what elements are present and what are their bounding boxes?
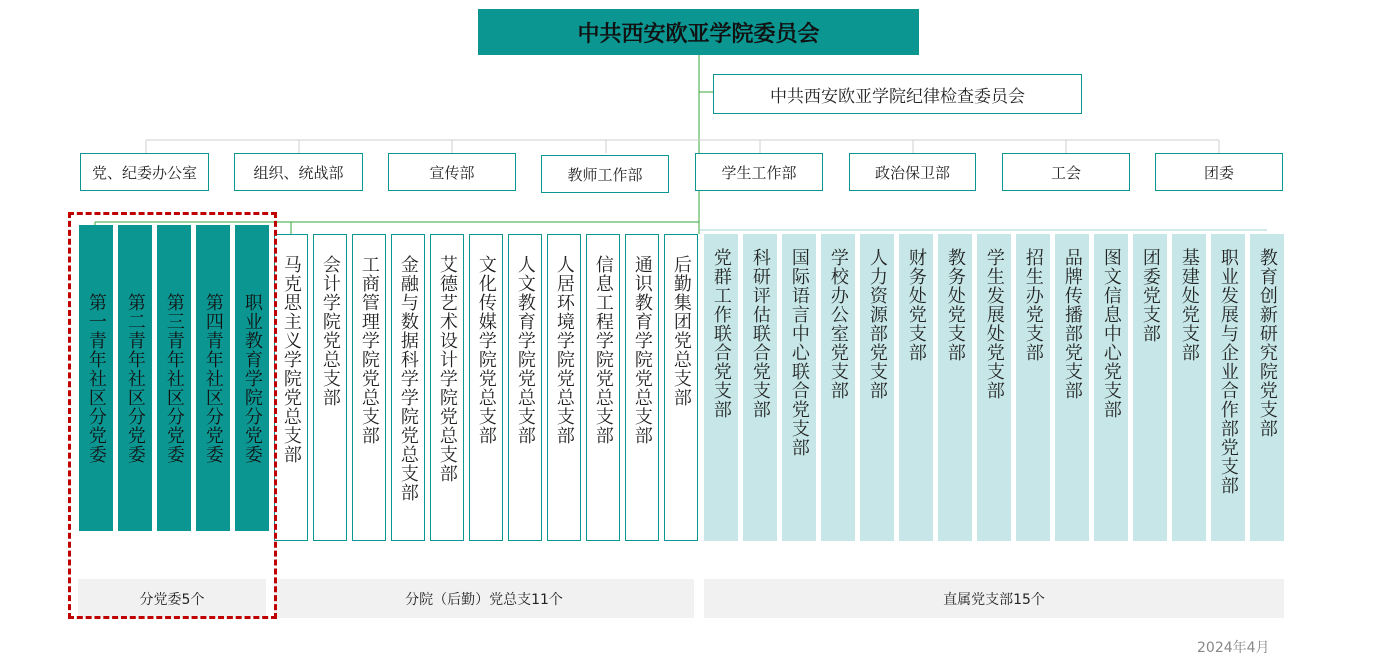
college-branch-label: 会计学院党总支部 xyxy=(319,255,341,407)
college-branch-label: 后勤集团党总支部 xyxy=(670,255,692,407)
direct-branch-label: 教务处党支部 xyxy=(944,248,966,362)
college-branch-label: 通识教育学院党总支部 xyxy=(631,255,653,445)
direct-branch-column xyxy=(821,234,855,541)
direct-branch-column xyxy=(1211,234,1245,541)
college-branch-label: 工商管理学院党总支部 xyxy=(358,255,380,445)
college-branch-column xyxy=(547,234,581,541)
direct-branch-column xyxy=(782,234,816,541)
direct-branch-label: 基建处党支部 xyxy=(1178,248,1200,362)
highlight-dashed-frame xyxy=(68,212,277,619)
date-label: 2024年4月 xyxy=(1197,640,1270,656)
college-branch-label: 信息工程学院党总支部 xyxy=(592,255,614,445)
college-branch-column xyxy=(274,234,308,541)
college-branch-column xyxy=(664,234,698,541)
direct-branch-column xyxy=(704,234,738,541)
direct-branch-column xyxy=(1055,234,1089,541)
discipline-committee-box: 中共西安欧亚学院纪律检查委员会 xyxy=(713,74,1082,114)
college-branch-column xyxy=(508,234,542,541)
sub-committee-label: 第一青年社区分党委 xyxy=(85,292,107,464)
direct-branch-column xyxy=(860,234,894,541)
college-branch-column xyxy=(586,234,620,541)
direct-branch-label: 科研评估联合党支部 xyxy=(749,248,771,419)
direct-branch-column xyxy=(1172,234,1206,541)
direct-branch-label: 团委党支部 xyxy=(1139,248,1161,343)
direct-branch-column xyxy=(977,234,1011,541)
college-branch-label: 马克思主义学院党总支部 xyxy=(280,255,302,464)
direct-branch-label: 国际语言中心联合党支部 xyxy=(788,248,810,457)
college-branch-label: 人居环境学院党总支部 xyxy=(553,255,575,445)
sub-committee-label: 第三青年社区分党委 xyxy=(163,292,185,464)
direct-branch-label: 招生办党支部 xyxy=(1022,248,1044,362)
direct-branch-label: 人力资源部党支部 xyxy=(866,248,888,400)
direct-branch-column xyxy=(1094,234,1128,541)
college-branch-label: 人文教育学院党总支部 xyxy=(514,255,536,445)
sub-committee-label: 第四青年社区分党委 xyxy=(202,292,224,464)
college-branch-column xyxy=(625,234,659,541)
direct-branch-column xyxy=(743,234,777,541)
direct-branch-label: 教育创新研究院党支部 xyxy=(1256,248,1278,438)
group-label-direct-branches: 直属党支部15个 xyxy=(704,579,1284,618)
group-label-college-branches: 分院（后勤）党总支11个 xyxy=(274,579,694,618)
college-branch-label: 文化传媒学院党总支部 xyxy=(475,255,497,445)
direct-branch-label: 图文信息中心党支部 xyxy=(1100,248,1122,419)
direct-branch-label: 财务处党支部 xyxy=(905,248,927,362)
dept-youth-league: 团委 xyxy=(1155,153,1283,191)
sub-committee-label: 职业教育学院分党委 xyxy=(241,292,263,464)
direct-branch-column xyxy=(938,234,972,541)
dept-party-office: 党、纪委办公室 xyxy=(80,153,209,191)
sub-committee-label: 第二青年社区分党委 xyxy=(124,292,146,464)
college-branch-column xyxy=(313,234,347,541)
direct-branch-label: 党群工作联合党支部 xyxy=(710,248,732,419)
dept-publicity: 宣传部 xyxy=(388,153,516,191)
direct-branch-column xyxy=(1016,234,1050,541)
direct-branch-label: 学生发展处党支部 xyxy=(983,248,1005,400)
dept-teacher-work: 教师工作部 xyxy=(541,155,669,193)
college-branch-column xyxy=(469,234,503,541)
direct-branch-column xyxy=(1133,234,1167,541)
direct-branch-label: 品牌传播部党支部 xyxy=(1061,248,1083,400)
direct-branch-label: 职业发展与企业合作部党支部 xyxy=(1217,248,1239,495)
dept-student-work: 学生工作部 xyxy=(695,153,823,191)
group-label-sub-committees: 分党委5个 xyxy=(78,579,266,618)
college-branch-column xyxy=(430,234,464,541)
college-branch-column xyxy=(391,234,425,541)
direct-branch-label: 学校办公室党支部 xyxy=(827,248,849,400)
dept-security: 政治保卫部 xyxy=(849,153,976,191)
direct-branch-column xyxy=(1250,234,1284,541)
direct-branch-column xyxy=(899,234,933,541)
college-branch-label: 艾德艺术设计学院党总支部 xyxy=(436,255,458,483)
dept-union: 工会 xyxy=(1002,153,1130,191)
dept-organization: 组织、统战部 xyxy=(234,153,363,191)
college-branch-column xyxy=(352,234,386,541)
college-branch-label: 金融与数据科学学院党总支部 xyxy=(397,255,419,502)
root-committee-box: 中共西安欧亚学院委员会 xyxy=(478,9,919,55)
